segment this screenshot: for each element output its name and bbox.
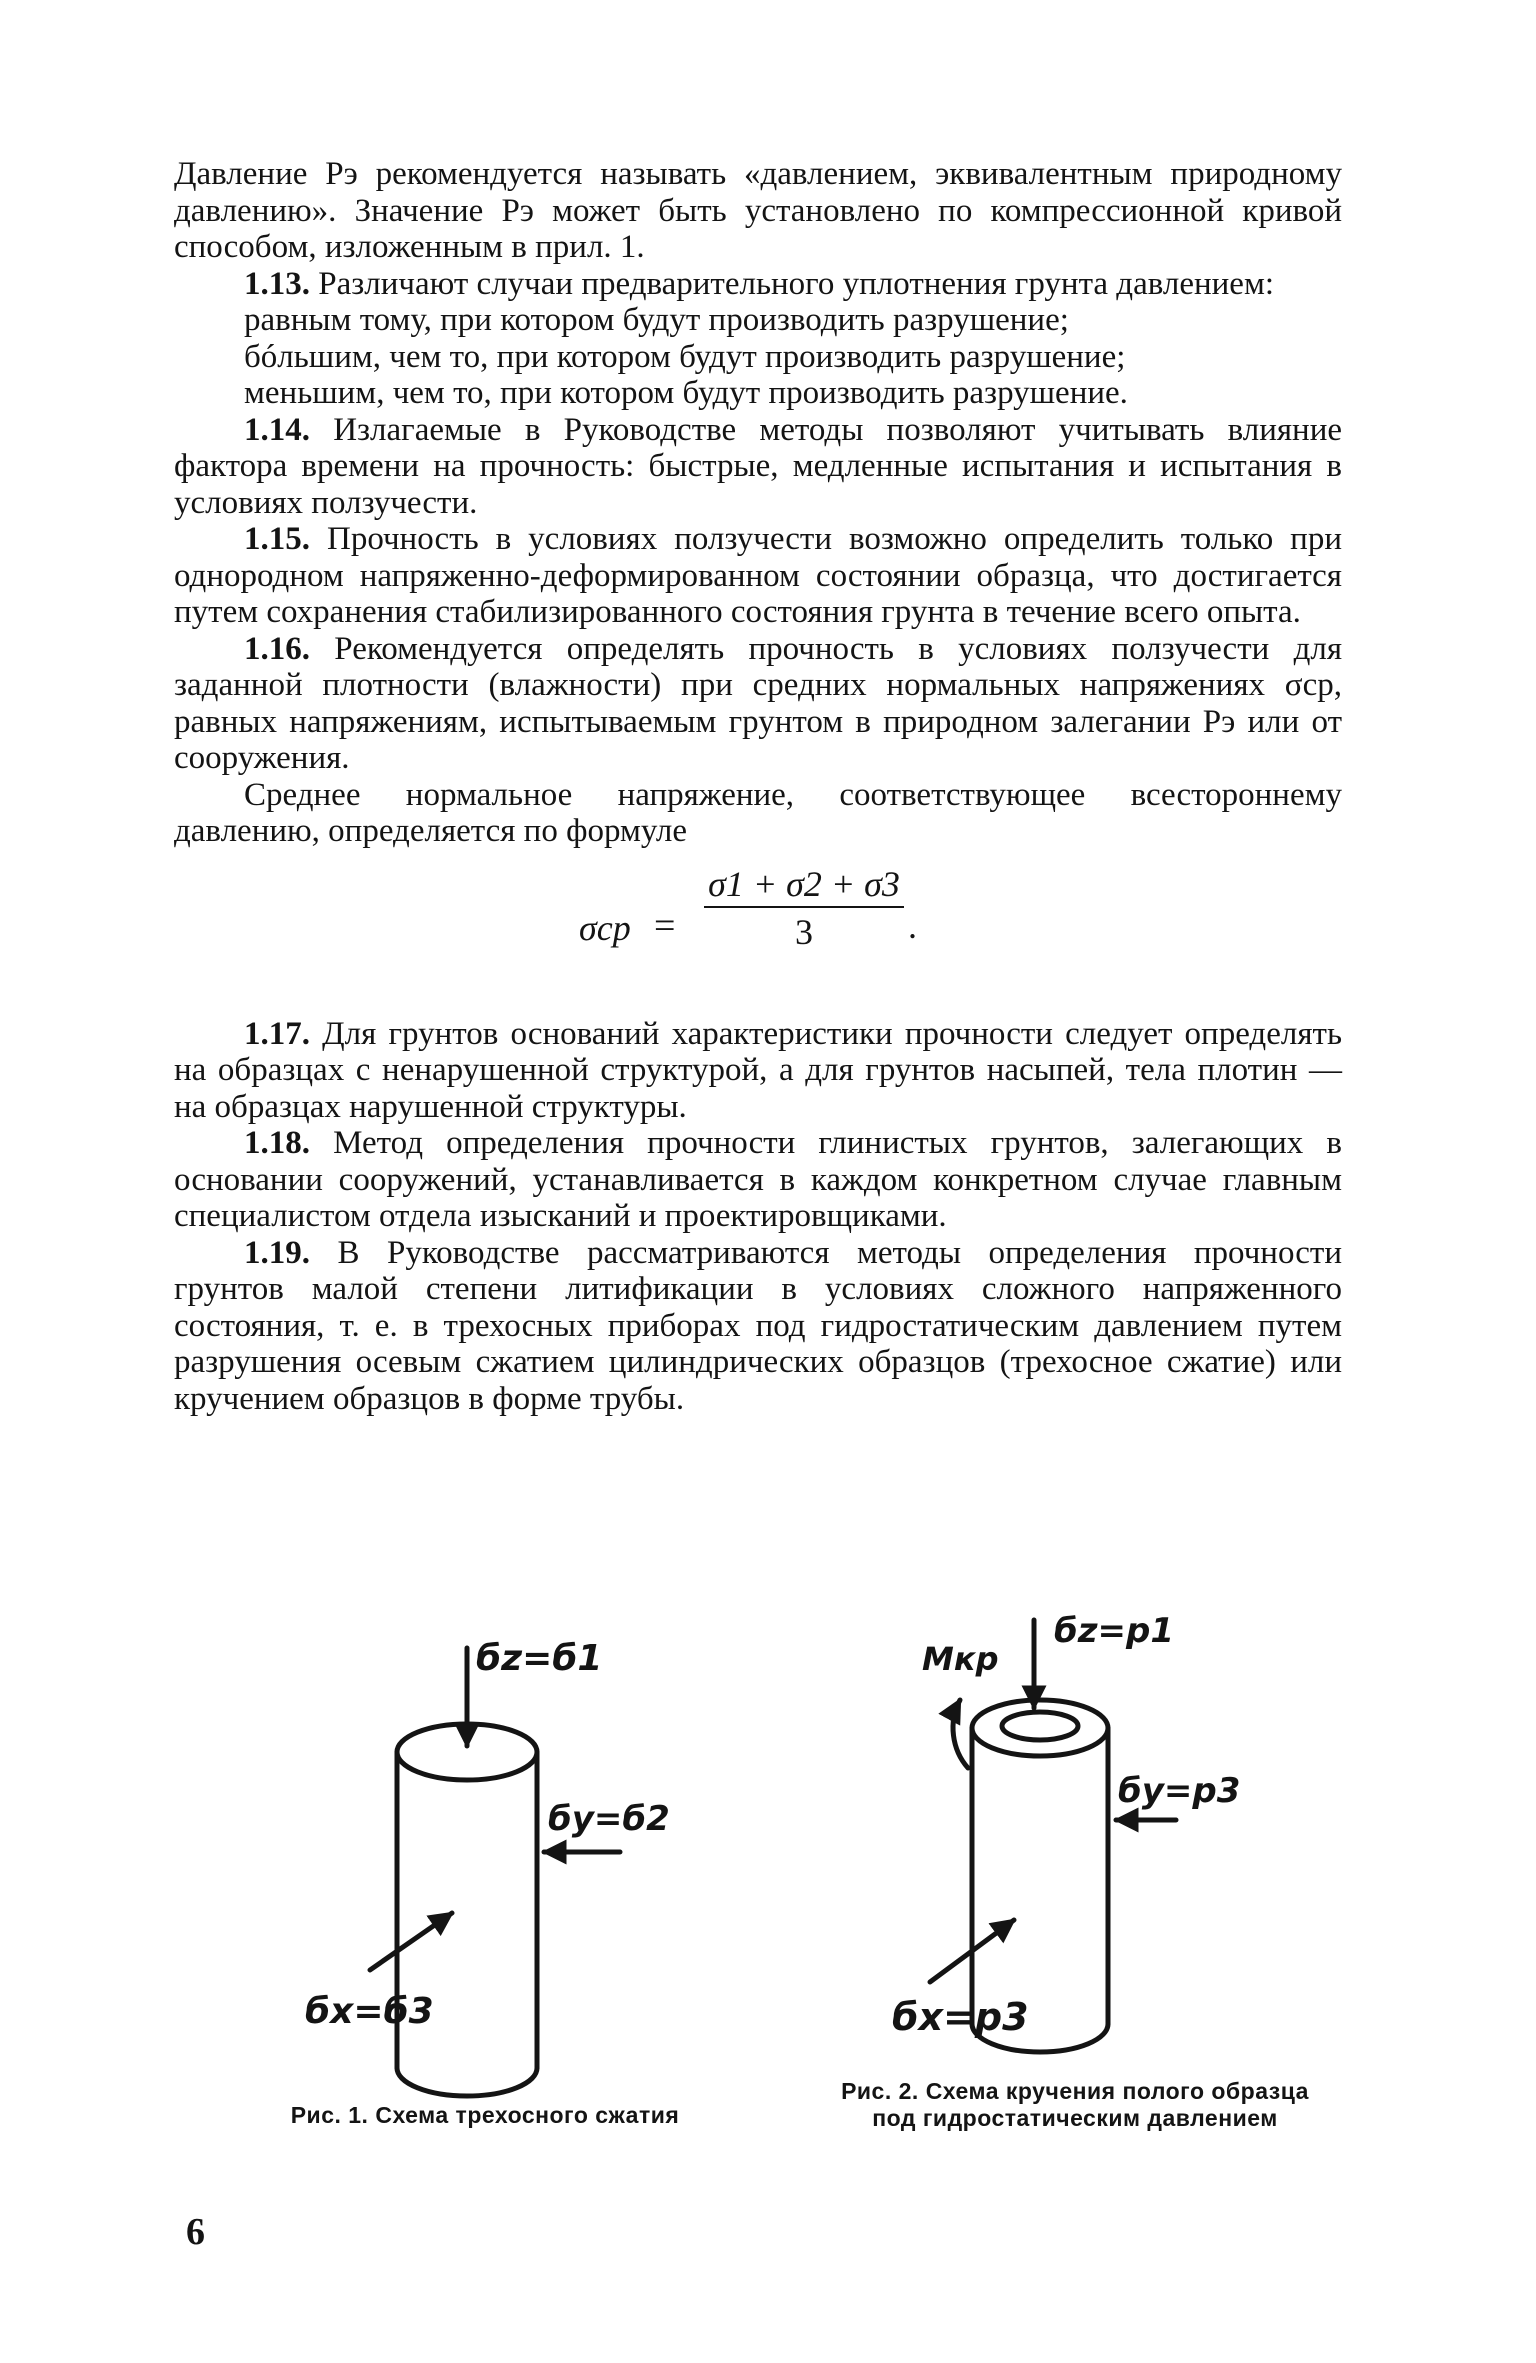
label-fig1-z: бz=б1 — [476, 1638, 603, 1679]
mean-stress-formula — [174, 860, 1342, 1010]
formula-fraction — [704, 863, 904, 952]
section-number: 1.17. — [244, 1015, 310, 1052]
section-number: 1.18. — [244, 1125, 310, 1161]
paragraph-1-19 — [174, 1235, 1342, 1418]
formula-lhs: σср — [579, 907, 631, 948]
figures-drawing — [0, 1590, 1536, 2230]
label-fig2-m: Mкр — [922, 1640, 999, 1678]
page-number: 6 — [186, 2211, 205, 2253]
figures-area — [0, 1590, 1536, 2230]
hollow-top-inner — [1002, 1712, 1078, 1740]
section-number: 1.15. — [244, 521, 310, 557]
paragraph-1-17 — [174, 1016, 1342, 1126]
paragraph-mean-stress: Среднее нормальное напряжение, соответствующее всестороннему давлению, определяется по формуле — [174, 776, 1342, 849]
torque-arrow — [953, 1700, 968, 1768]
hollow-top-outer — [972, 1700, 1108, 1756]
section-number: 1.14. — [244, 411, 310, 448]
formula-period: . — [908, 905, 917, 946]
section-number: 1.13. — [244, 265, 310, 302]
formula-equals: = — [654, 904, 676, 947]
paragraph-1-15 — [174, 521, 1342, 631]
list-item: равным тому, при котором будут производить разрушение; — [244, 302, 1069, 338]
cylinder-bottom — [397, 2068, 537, 2096]
label-fig2-x: бx=p3 — [892, 1995, 1029, 2039]
figure-1-caption: Рис. 1. Схема трехосного сжатия — [290, 2102, 680, 2128]
paragraph-text: Для грунтов оснований характеристики прочности следует определять на образцах с ненарушенной структурой, а для грунтов насыпей, тела плотин — на образцах нарушенной структуры. — [174, 1015, 1342, 1125]
paragraph-1-18 — [174, 1125, 1342, 1235]
paragraph-1-13 — [174, 266, 1342, 303]
paragraph-text: В Руководстве рассматриваются методы определения прочности грунтов малой степени литификации в условиях сложного напряженного состояния, т. е. в трехосных приборах под гидростатическим давлением путем разрушения осевым сжатием цилиндрических образцов (трехосное сжатие) или кручением образцов в форме трубы. — [174, 1234, 1343, 1417]
paragraph-text: Различают случаи предварительного уплотнения грунта давлением: — [318, 265, 1275, 302]
list-item: бóльшим, чем то, при котором будут производить разрушение; — [244, 338, 1126, 375]
label-fig1-x: бx=б3 — [305, 1991, 434, 2032]
label-fig2-z: бz=p1 — [1054, 1611, 1175, 1651]
arrow-sigma-x — [370, 1913, 452, 1970]
formula-numerator: σ1 + σ2 + σ3 — [704, 866, 904, 909]
label-fig1-y: бy=б2 — [548, 1799, 670, 1839]
list-item: меньшим, чем то, при котором будут производить разрушение. — [244, 375, 1128, 411]
paragraph-text: Рекомендуется определять прочность в условиях ползучести для заданной плотности (влажности) при средних нормальных напряжениях σср, равных напряжениям, испытываемым грунтом в природном залегании Pэ или от сооружения. — [174, 630, 1342, 776]
paragraph-text: Излагаемые в Руководстве методы позволяют учитывать влияние фактора времени на прочность: быстрые, медленные испытания и испытания в условиях ползучести. — [174, 411, 1343, 521]
paragraph-text: Прочность в условиях ползучести возможно определить только при однородном напряженно-деформированном состоянии образца, что достигается путем сохранения стабилизированного состояния грунта в течение всего опыта. — [174, 521, 1342, 630]
paragraph-1-14 — [174, 412, 1342, 522]
figure-2-caption: Рис. 2. Схема кручения полого образца под гидростатическим давлением — [841, 2078, 1309, 2131]
figure-1-cylinder — [397, 1724, 537, 2096]
paragraph-intro: Давление Pэ рекомендуется называть «давлением, эквивалентным природному давлению». Значение Pэ может быть установлено по компрессионной кривой способом, изложенным в прил. 1. — [174, 156, 1342, 265]
paragraph-1-16 — [174, 631, 1342, 777]
section-number: 1.19. — [244, 1234, 310, 1271]
body-text — [174, 156, 1342, 1417]
section-number: 1.16. — [244, 630, 310, 667]
paragraph-text: Метод определения прочности глинистых грунтов, залегающих в основании сооружений, устанавливается в каждом конкретном случае главным специалистом отдела изысканий и проектировщиками. — [174, 1125, 1342, 1234]
formula-denominator: 3 — [795, 912, 813, 952]
label-fig2-y: бy=p3 — [1118, 1771, 1241, 1811]
